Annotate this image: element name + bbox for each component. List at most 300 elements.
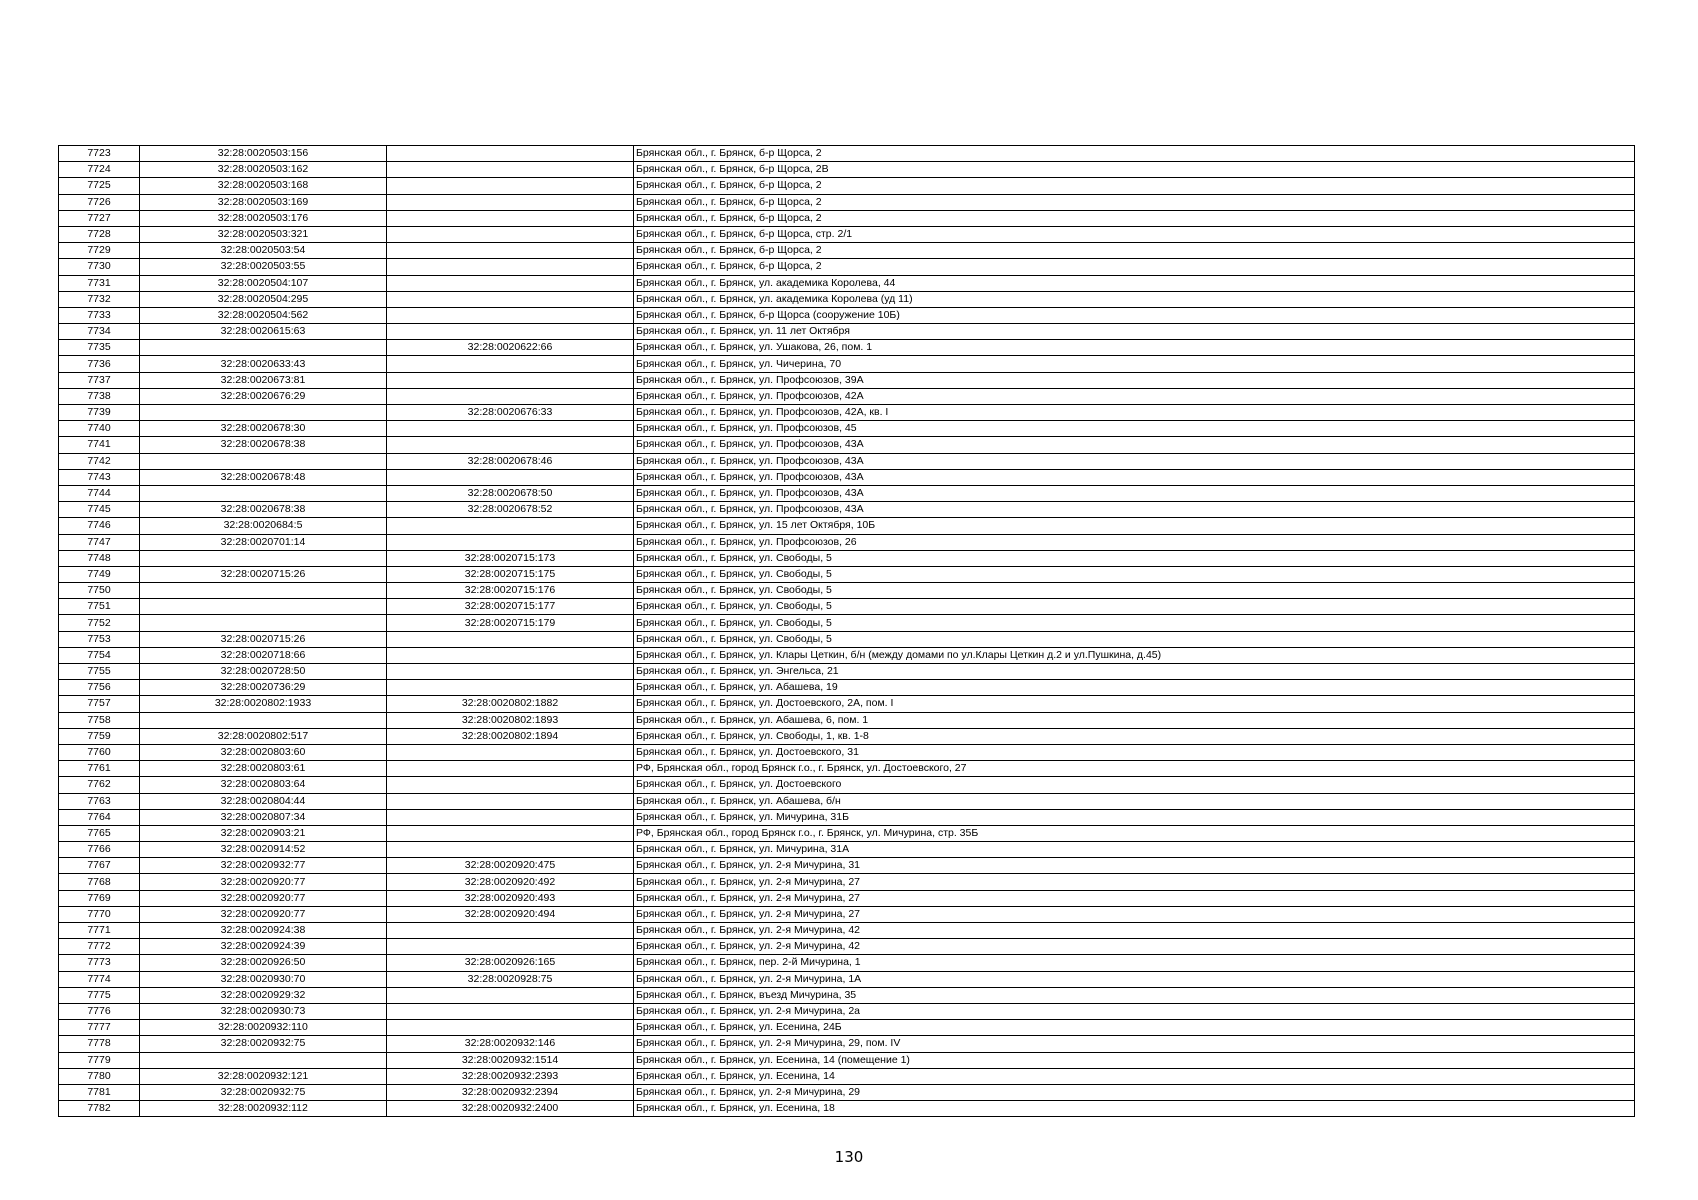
premises-cadastral-cell [387,923,634,939]
table-row [59,502,1635,518]
table-row [59,421,1635,437]
building-cadastral-cell: 32:28:0020718:66 [140,647,387,663]
address-cell: Брянская обл., г. Брянск, ул. 2-я Мичурина, 27 [634,890,1635,906]
row-number-cell: 7768 [59,874,140,890]
row-number-cell: 7731 [59,275,140,291]
address-cell: Брянская обл., г. Брянск, ул. Чичерина, 70 [634,356,1635,372]
table-row [59,162,1635,178]
premises-cadastral-cell [387,388,634,404]
table-row [59,437,1635,453]
address-cell: Брянская обл., г. Брянск, ул. Свободы, 5 [634,550,1635,566]
building-cadastral-cell: 32:28:0020924:39 [140,939,387,955]
address-cell: Брянская обл., г. Брянск, ул. академика Королева (уд 11) [634,291,1635,307]
address-cell: Брянская обл., г. Брянск, ул. Клары Цеткин, б/н (между домами по ул.Клары Цеткин д.2 и ул.Пушкина, д.45) [634,647,1635,663]
table-row [59,566,1635,582]
row-number-cell: 7764 [59,809,140,825]
address-cell: Брянская обл., г. Брянск, б-р Щорса, 2 [634,194,1635,210]
table-row [59,485,1635,501]
address-cell: Брянская обл., г. Брянск, ул. 2-я Мичурина, 27 [634,874,1635,890]
premises-cadastral-cell: 32:28:0020715:173 [387,550,634,566]
premises-cadastral-cell [387,437,634,453]
premises-cadastral-cell [387,178,634,194]
premises-cadastral-cell: 32:28:0020678:46 [387,453,634,469]
building-cadastral-cell: 32:28:0020715:26 [140,566,387,582]
building-cadastral-cell: 32:28:0020503:55 [140,259,387,275]
row-number-cell: 7730 [59,259,140,275]
building-cadastral-cell: 32:28:0020504:295 [140,291,387,307]
premises-cadastral-cell: 32:28:0020715:175 [387,566,634,582]
building-cadastral-cell: 32:28:0020903:21 [140,825,387,841]
premises-cadastral-cell: 32:28:0020920:494 [387,906,634,922]
building-cadastral-cell: 32:28:0020920:77 [140,906,387,922]
premises-cadastral-cell [387,469,634,485]
premises-cadastral-cell [387,680,634,696]
table-row [59,939,1635,955]
premises-cadastral-cell: 32:28:0020802:1894 [387,728,634,744]
building-cadastral-cell: 32:28:0020932:110 [140,1020,387,1036]
building-cadastral-cell: 32:28:0020802:517 [140,728,387,744]
row-number-cell: 7769 [59,890,140,906]
row-number-cell: 7742 [59,453,140,469]
building-cadastral-cell: 32:28:0020803:60 [140,744,387,760]
building-cadastral-cell: 32:28:0020678:48 [140,469,387,485]
row-number-cell: 7774 [59,971,140,987]
building-cadastral-cell [140,599,387,615]
premises-cadastral-cell [387,1003,634,1019]
table-row [59,372,1635,388]
row-number-cell: 7751 [59,599,140,615]
table-row [59,1052,1635,1068]
row-number-cell: 7780 [59,1068,140,1084]
premises-cadastral-cell: 32:28:0020802:1893 [387,712,634,728]
address-cell: Брянская обл., г. Брянск, ул. Профсоюзов, 26 [634,534,1635,550]
address-cell: Брянская обл., г. Брянск, ул. Профсоюзов, 43А [634,502,1635,518]
address-cell: Брянская обл., г. Брянск, б-р Щорса, 2 [634,146,1635,162]
table-row [59,858,1635,874]
row-number-cell: 7725 [59,178,140,194]
row-number-cell: 7724 [59,162,140,178]
row-number-cell: 7762 [59,777,140,793]
row-number-cell: 7736 [59,356,140,372]
building-cadastral-cell: 32:28:0020684:5 [140,518,387,534]
building-cadastral-cell: 32:28:0020930:73 [140,1003,387,1019]
building-cadastral-cell: 32:28:0020673:81 [140,372,387,388]
building-cadastral-cell: 32:28:0020615:63 [140,324,387,340]
row-number-cell: 7735 [59,340,140,356]
premises-cadastral-cell [387,518,634,534]
row-number-cell: 7775 [59,987,140,1003]
address-cell: Брянская обл., г. Брянск, ул. Свободы, 5 [634,599,1635,615]
row-number-cell: 7728 [59,226,140,242]
building-cadastral-cell: 32:28:0020932:112 [140,1101,387,1117]
table-row [59,1084,1635,1100]
building-cadastral-cell: 32:28:0020503:169 [140,194,387,210]
table-row [59,324,1635,340]
row-number-cell: 7737 [59,372,140,388]
premises-cadastral-cell [387,291,634,307]
address-cell: Брянская обл., г. Брянск, ул. Профсоюзов, 42А [634,388,1635,404]
premises-cadastral-cell: 32:28:0020932:2394 [387,1084,634,1100]
premises-cadastral-cell [387,307,634,323]
table-row [59,1101,1635,1117]
building-cadastral-cell: 32:28:0020728:50 [140,664,387,680]
building-cadastral-cell: 32:28:0020929:32 [140,987,387,1003]
building-cadastral-cell [140,1052,387,1068]
row-number-cell: 7744 [59,485,140,501]
address-cell: Брянская обл., г. Брянск, ул. 2-я Мичурина, 42 [634,923,1635,939]
row-number-cell: 7759 [59,728,140,744]
building-cadastral-cell: 32:28:0020920:77 [140,874,387,890]
registry-table-body [59,146,1635,1117]
row-number-cell: 7766 [59,842,140,858]
building-cadastral-cell: 32:28:0020503:162 [140,162,387,178]
building-cadastral-cell: 32:28:0020678:38 [140,502,387,518]
address-cell: Брянская обл., г. Брянск, пер. 2-й Мичурина, 1 [634,955,1635,971]
premises-cadastral-cell: 32:28:0020622:66 [387,340,634,356]
row-number-cell: 7732 [59,291,140,307]
building-cadastral-cell: 32:28:0020930:70 [140,971,387,987]
row-number-cell: 7738 [59,388,140,404]
premises-cadastral-cell [387,631,634,647]
row-number-cell: 7756 [59,680,140,696]
table-row [59,987,1635,1003]
row-number-cell: 7781 [59,1084,140,1100]
table-row [59,955,1635,971]
row-number-cell: 7782 [59,1101,140,1117]
address-cell: Брянская обл., г. Брянск, ул. 2-я Мичурина, 29, пом. IV [634,1036,1635,1052]
table-row [59,728,1635,744]
table-row [59,890,1635,906]
building-cadastral-cell [140,583,387,599]
address-cell: Брянская обл., г. Брянск, ул. 2-я Мичурина, 31 [634,858,1635,874]
building-cadastral-cell: 32:28:0020914:52 [140,842,387,858]
building-cadastral-cell [140,405,387,421]
premises-cadastral-cell: 32:28:0020932:146 [387,1036,634,1052]
row-number-cell: 7749 [59,566,140,582]
premises-cadastral-cell [387,226,634,242]
premises-cadastral-cell: 32:28:0020715:177 [387,599,634,615]
row-number-cell: 7726 [59,194,140,210]
table-row [59,583,1635,599]
row-number-cell: 7776 [59,1003,140,1019]
table-row [59,1003,1635,1019]
address-cell: Брянская обл., г. Брянск, ул. Профсоюзов, 42А, кв. I [634,405,1635,421]
row-number-cell: 7745 [59,502,140,518]
address-cell: Брянская обл., г. Брянск, ул. Достоевского, 2А, пом. I [634,696,1635,712]
row-number-cell: 7760 [59,744,140,760]
building-cadastral-cell: 32:28:0020804:44 [140,793,387,809]
address-cell: Брянская обл., г. Брянск, ул. Мичурина, 31Б [634,809,1635,825]
address-cell: Брянская обл., г. Брянск, ул. 2-я Мичурина, 1А [634,971,1635,987]
building-cadastral-cell: 32:28:0020503:54 [140,243,387,259]
row-number-cell: 7767 [59,858,140,874]
address-cell: Брянская обл., г. Брянск, ул. Абашева, б/н [634,793,1635,809]
address-cell: Брянская обл., г. Брянск, ул. 15 лет Октября, 10Б [634,518,1635,534]
premises-cadastral-cell [387,372,634,388]
address-cell: Брянская обл., г. Брянск, ул. 2-я Мичурина, 27 [634,906,1635,922]
address-cell: Брянская обл., г. Брянск, ул. Профсоюзов, 45 [634,421,1635,437]
address-cell: Брянская обл., г. Брянск, ул. 2-я Мичурина, 42 [634,939,1635,955]
premises-cadastral-cell [387,259,634,275]
address-cell: Брянская обл., г. Брянск, ул. Мичурина, 31А [634,842,1635,858]
building-cadastral-cell [140,485,387,501]
row-number-cell: 7729 [59,243,140,259]
premises-cadastral-cell: 32:28:0020715:176 [387,583,634,599]
row-number-cell: 7770 [59,906,140,922]
row-number-cell: 7755 [59,664,140,680]
table-row [59,696,1635,712]
building-cadastral-cell: 32:28:0020924:38 [140,923,387,939]
registry-table [58,145,1635,1117]
premises-cadastral-cell [387,777,634,793]
building-cadastral-cell: 32:28:0020932:75 [140,1084,387,1100]
building-cadastral-cell: 32:28:0020701:14 [140,534,387,550]
premises-cadastral-cell [387,809,634,825]
row-number-cell: 7747 [59,534,140,550]
table-row [59,664,1635,680]
address-cell: Брянская обл., г. Брянск, ул. Есенина, 14 [634,1068,1635,1084]
address-cell: Брянская обл., г. Брянск, ул. Достоевского, 31 [634,744,1635,760]
address-cell: Брянская обл., г. Брянск, б-р Щорса, 2 [634,178,1635,194]
building-cadastral-cell: 32:28:0020633:43 [140,356,387,372]
building-cadastral-cell [140,712,387,728]
row-number-cell: 7777 [59,1020,140,1036]
page-number: 130 [834,1148,864,1166]
premises-cadastral-cell: 32:28:0020676:33 [387,405,634,421]
table-row [59,291,1635,307]
premises-cadastral-cell [387,1020,634,1036]
address-cell: Брянская обл., г. Брянск, б-р Щорса, 2В [634,162,1635,178]
table-row [59,194,1635,210]
address-cell: Брянская обл., г. Брянск, ул. Энгельса, 21 [634,664,1635,680]
table-row [59,744,1635,760]
table-row [59,307,1635,323]
premises-cadastral-cell [387,194,634,210]
premises-cadastral-cell: 32:28:0020932:1514 [387,1052,634,1068]
building-cadastral-cell: 32:28:0020807:34 [140,809,387,825]
table-row [59,874,1635,890]
table-row [59,761,1635,777]
premises-cadastral-cell [387,146,634,162]
building-cadastral-cell: 32:28:0020504:107 [140,275,387,291]
address-cell: Брянская обл., г. Брянск, ул. Свободы, 1, кв. 1-8 [634,728,1635,744]
table-row [59,550,1635,566]
row-number-cell: 7743 [59,469,140,485]
address-cell: Брянская обл., г. Брянск, б-р Щорса (сооружение 10Б) [634,307,1635,323]
address-cell: Брянская обл., г. Брянск, ул. академика Королева, 44 [634,275,1635,291]
building-cadastral-cell [140,550,387,566]
premises-cadastral-cell [387,761,634,777]
premises-cadastral-cell [387,275,634,291]
row-number-cell: 7758 [59,712,140,728]
premises-cadastral-cell [387,243,634,259]
premises-cadastral-cell [387,647,634,663]
table-row [59,615,1635,631]
registry-sheet [58,145,1634,1117]
table-row [59,146,1635,162]
table-row [59,518,1635,534]
table-row [59,825,1635,841]
row-number-cell: 7757 [59,696,140,712]
address-cell: Брянская обл., г. Брянск, въезд Мичурина, 35 [634,987,1635,1003]
table-row [59,809,1635,825]
address-cell: Брянская обл., г. Брянск, ул. Профсоюзов, 43А [634,469,1635,485]
premises-cadastral-cell [387,842,634,858]
premises-cadastral-cell: 32:28:0020920:475 [387,858,634,874]
table-row [59,971,1635,987]
table-row [59,647,1635,663]
address-cell: Брянская обл., г. Брянск, б-р Щорса, 2 [634,243,1635,259]
premises-cadastral-cell [387,356,634,372]
building-cadastral-cell: 32:28:0020926:50 [140,955,387,971]
address-cell: Брянская обл., г. Брянск, ул. Свободы, 5 [634,566,1635,582]
row-number-cell: 7740 [59,421,140,437]
building-cadastral-cell [140,453,387,469]
building-cadastral-cell: 32:28:0020676:29 [140,388,387,404]
building-cadastral-cell: 32:28:0020678:38 [140,437,387,453]
table-row [59,178,1635,194]
table-row [59,275,1635,291]
address-cell: Брянская обл., г. Брянск, б-р Щорса, 2 [634,210,1635,226]
row-number-cell: 7734 [59,324,140,340]
row-number-cell: 7754 [59,647,140,663]
table-row [59,1020,1635,1036]
table-row [59,793,1635,809]
building-cadastral-cell: 32:28:0020503:168 [140,178,387,194]
table-row [59,356,1635,372]
building-cadastral-cell: 32:28:0020736:29 [140,680,387,696]
address-cell: Брянская обл., г. Брянск, ул. Профсоюзов, 43А [634,453,1635,469]
table-row [59,405,1635,421]
premises-cadastral-cell: 32:28:0020928:75 [387,971,634,987]
building-cadastral-cell: 32:28:0020803:61 [140,761,387,777]
address-cell: РФ, Брянская обл., город Брянск г.о., г. Брянск, ул. Достоевского, 27 [634,761,1635,777]
premises-cadastral-cell [387,744,634,760]
table-row [59,680,1635,696]
row-number-cell: 7752 [59,615,140,631]
table-row [59,469,1635,485]
table-row [59,1068,1635,1084]
row-number-cell: 7750 [59,583,140,599]
row-number-cell: 7763 [59,793,140,809]
row-number-cell: 7741 [59,437,140,453]
premises-cadastral-cell: 32:28:0020932:2400 [387,1101,634,1117]
table-row [59,599,1635,615]
row-number-cell: 7761 [59,761,140,777]
address-cell: Брянская обл., г. Брянск, ул. Профсоюзов, 39А [634,372,1635,388]
premises-cadastral-cell [387,987,634,1003]
building-cadastral-cell: 32:28:0020932:77 [140,858,387,874]
premises-cadastral-cell [387,534,634,550]
address-cell: Брянская обл., г. Брянск, ул. Абашева, 19 [634,680,1635,696]
address-cell: Брянская обл., г. Брянск, ул. 2-я Мичурина, 2а [634,1003,1635,1019]
row-number-cell: 7779 [59,1052,140,1068]
table-row [59,631,1635,647]
table-row [59,243,1635,259]
row-number-cell: 7733 [59,307,140,323]
row-number-cell: 7765 [59,825,140,841]
premises-cadastral-cell: 32:28:0020932:2393 [387,1068,634,1084]
address-cell: Брянская обл., г. Брянск, б-р Щорса, стр. 2/1 [634,226,1635,242]
row-number-cell: 7771 [59,923,140,939]
row-number-cell: 7773 [59,955,140,971]
building-cadastral-cell: 32:28:0020802:1933 [140,696,387,712]
address-cell: РФ, Брянская обл., город Брянск г.о., г. Брянск, ул. Мичурина, стр. 35Б [634,825,1635,841]
row-number-cell: 7727 [59,210,140,226]
table-row [59,777,1635,793]
premises-cadastral-cell: 32:28:0020715:179 [387,615,634,631]
address-cell: Брянская обл., г. Брянск, ул. 2-я Мичурина, 29 [634,1084,1635,1100]
row-number-cell: 7748 [59,550,140,566]
row-number-cell: 7746 [59,518,140,534]
premises-cadastral-cell [387,324,634,340]
table-row [59,226,1635,242]
building-cadastral-cell: 32:28:0020932:75 [140,1036,387,1052]
address-cell: Брянская обл., г. Брянск, ул. Ушакова, 26, пом. 1 [634,340,1635,356]
row-number-cell: 7753 [59,631,140,647]
address-cell: Брянская обл., г. Брянск, ул. Свободы, 5 [634,615,1635,631]
address-cell: Брянская обл., г. Брянск, ул. Свободы, 5 [634,583,1635,599]
premises-cadastral-cell [387,664,634,680]
address-cell: Брянская обл., г. Брянск, ул. 11 лет Октября [634,324,1635,340]
premises-cadastral-cell: 32:28:0020802:1882 [387,696,634,712]
address-cell: Брянская обл., г. Брянск, ул. Есенина, 24Б [634,1020,1635,1036]
address-cell: Брянская обл., г. Брянск, ул. Абашева, 6, пом. 1 [634,712,1635,728]
premises-cadastral-cell: 32:28:0020678:52 [387,502,634,518]
address-cell: Брянская обл., г. Брянск, ул. Свободы, 5 [634,631,1635,647]
building-cadastral-cell: 32:28:0020503:321 [140,226,387,242]
address-cell: Брянская обл., г. Брянск, ул. Профсоюзов, 43А [634,437,1635,453]
table-row [59,259,1635,275]
building-cadastral-cell: 32:28:0020504:562 [140,307,387,323]
building-cadastral-cell [140,615,387,631]
row-number-cell: 7778 [59,1036,140,1052]
premises-cadastral-cell [387,793,634,809]
table-row [59,923,1635,939]
premises-cadastral-cell [387,939,634,955]
premises-cadastral-cell [387,210,634,226]
table-row [59,210,1635,226]
building-cadastral-cell: 32:28:0020803:64 [140,777,387,793]
table-row [59,1036,1635,1052]
premises-cadastral-cell: 32:28:0020926:165 [387,955,634,971]
table-row [59,388,1635,404]
address-cell: Брянская обл., г. Брянск, ул. Есенина, 14 (помещение 1) [634,1052,1635,1068]
address-cell: Брянская обл., г. Брянск, ул. Есенина, 18 [634,1101,1635,1117]
premises-cadastral-cell: 32:28:0020920:492 [387,874,634,890]
table-row [59,534,1635,550]
address-cell: Брянская обл., г. Брянск, ул. Достоевского [634,777,1635,793]
premises-cadastral-cell: 32:28:0020920:493 [387,890,634,906]
building-cadastral-cell: 32:28:0020503:176 [140,210,387,226]
table-row [59,340,1635,356]
building-cadastral-cell: 32:28:0020503:156 [140,146,387,162]
row-number-cell: 7772 [59,939,140,955]
building-cadastral-cell: 32:28:0020920:77 [140,890,387,906]
address-cell: Брянская обл., г. Брянск, ул. Профсоюзов, 43А [634,485,1635,501]
row-number-cell: 7723 [59,146,140,162]
premises-cadastral-cell [387,162,634,178]
premises-cadastral-cell [387,421,634,437]
row-number-cell: 7739 [59,405,140,421]
table-row [59,906,1635,922]
premises-cadastral-cell: 32:28:0020678:50 [387,485,634,501]
building-cadastral-cell: 32:28:0020715:26 [140,631,387,647]
building-cadastral-cell: 32:28:0020678:30 [140,421,387,437]
table-row [59,712,1635,728]
building-cadastral-cell: 32:28:0020932:121 [140,1068,387,1084]
building-cadastral-cell [140,340,387,356]
